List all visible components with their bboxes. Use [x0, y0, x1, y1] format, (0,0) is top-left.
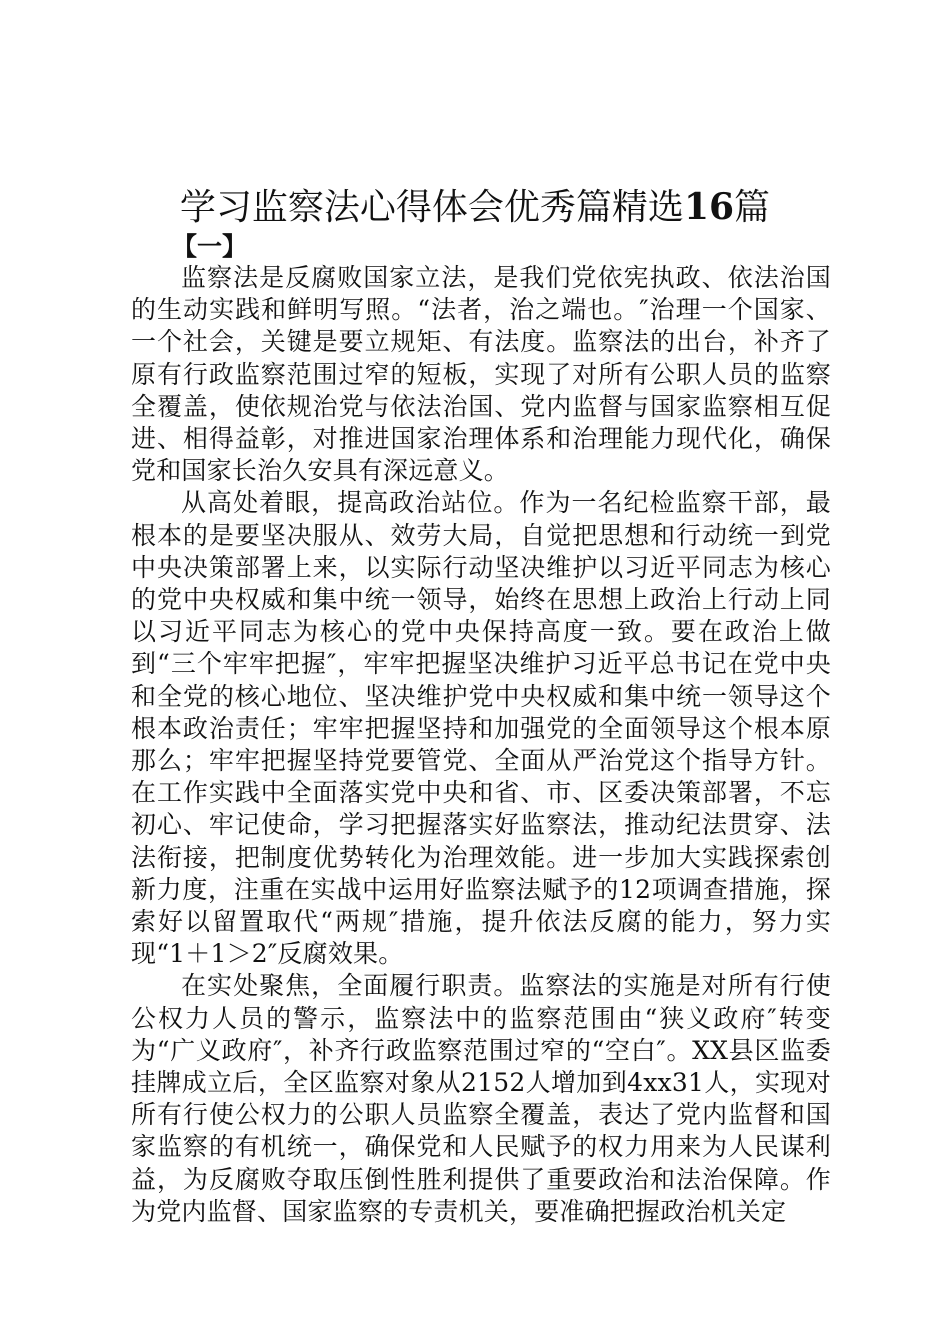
- title-number: 16: [683, 186, 735, 228]
- paragraph-2: 从高处着眼，提高政治站位。作为一名纪检监察干部，最根本的是要坚决服从、效劳大局，自觉把思想和行动统一到党中央决策部署上来，以实际行动坚决维护以习近平同志为核心的党中央权威和集中统一领导，始终在思想上政治上行动上同以习近平同志为核心的党中央保持高度一致。要在政治上做到“三个牢牢把握″，牢牢把握坚决维护习近平总书记在党中央和全党的核心地位、坚决维护党中央权威和集中统一领导这个根本政治责任；牢牢把握坚持和加强党的全面领导这个根本原那么；牢牢把握坚持党要管党、全面从严治党这个指导方针。在工作实践中全面落实党中央和省、市、区委决策部署，不忘初心、牢记使命，学习把握落实好监察法，推动纪法贯穿、法法衔接，把制度优势转化为治理效能。进一步加大实践探索创新力度，注重在实战中运用好监察法赋予的12项调查措施，探索好以留置取代“两规″措施，提升依法反腐的能力，努力实现“1＋1＞2″反腐效果。: [131, 488, 831, 969]
- title-text: 学习监察法心得体会优秀篇精选: [179, 187, 684, 228]
- section-marker: 【一】: [172, 232, 248, 261]
- body-text: [131, 262, 831, 1228]
- page-title: [0, 184, 950, 231]
- title-suffix: 篇: [734, 187, 771, 228]
- paragraph-3: 在实处聚焦，全面履行职责。监察法的实施是对所有行使公权力人员的警示，监察法中的监察范围由“狭义政府″转变为“广义政府″，补齐行政监察范围过窄的“空白″。XX县区监委挂牌成立后，全区监察对象从2152人增加到4xx31人，实现对所有行使公权力的公职人员监察全覆盖，表达了党内监督和国家监察的有机统一，确保党和人民赋予的权力用来为人民谋利益，为反腐败夺取压倒性胜利提供了重要政治和法治保障。作为党内监督、国家监察的专责机关，要准确把握政治机关定: [131, 971, 831, 1226]
- paragraph-1: 监察法是反腐败国家立法，是我们党依宪执政、依法治国的生动实践和鲜明写照。“法者，治之端也。″治理一个国家、一个社会，关键是要立规矩、有法度。监察法的出台，补齐了原有行政监察范围过窄的短板，实现了对所有公职人员的监察全覆盖，使依规治党与依法治国、党内监督与国家监察相互促进、相得益彰，对推进国家治理体系和治理能力现代化，确保党和国家长治久安具有深远意义。: [131, 263, 831, 486]
